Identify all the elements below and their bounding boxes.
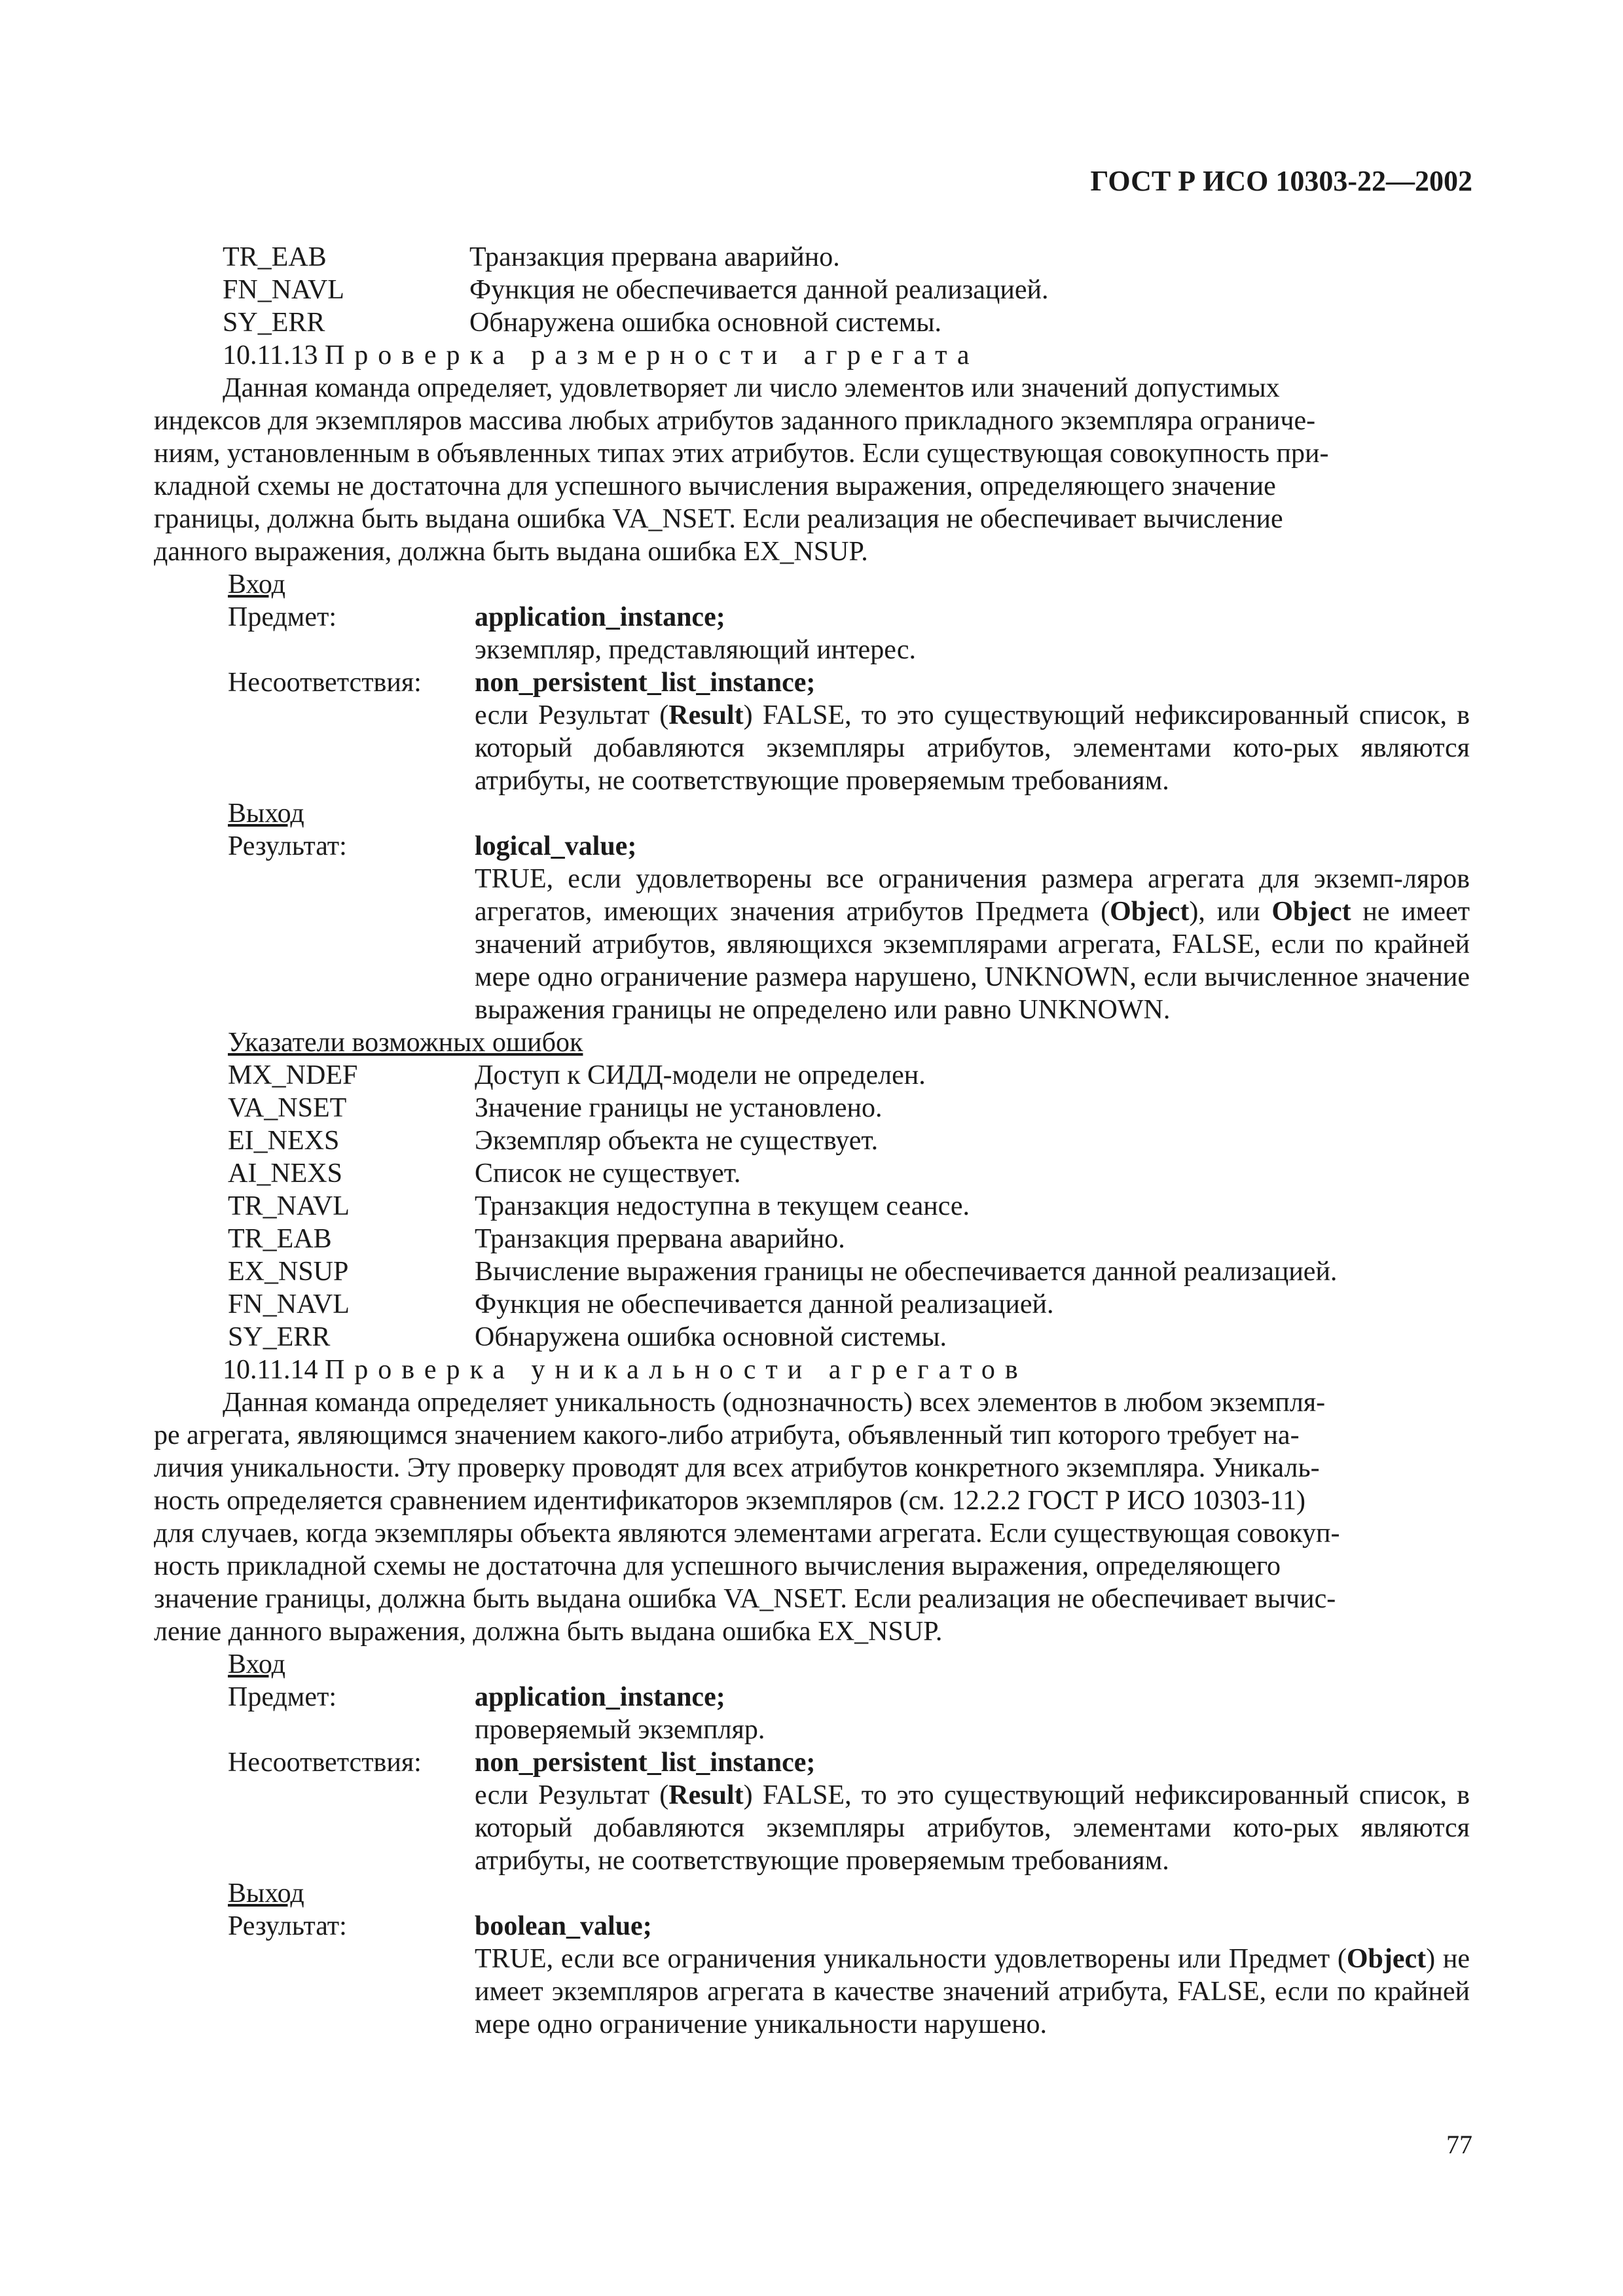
section-heading-10-11-14 (154, 1354, 1470, 1386)
desc-text: если Результат ( (475, 1780, 669, 1810)
error-row (154, 306, 1470, 339)
errors-heading: Указатели возможных ошибок (228, 1028, 583, 1058)
field-label: Результат: (228, 1911, 347, 1941)
desc-bold: Object (1271, 897, 1351, 927)
error-code: AI_NEXS (228, 1158, 342, 1189)
error-desc: Транзакция прервана аварийно. (475, 1224, 845, 1254)
error-code: SY_ERR (228, 1322, 331, 1352)
paragraph-line: индексов для экземпляров массива любых атрибутов заданного прикладного экземпляра ограниче- (154, 406, 1316, 436)
error-desc: Экземпляр объекта не существует. (475, 1126, 879, 1156)
result-field (154, 830, 1470, 1026)
desc-text: ) не имеет экземпляров агрегата в качестве значений атрибута, FALSE, если по крайней мере одно ограничение уникальности нарушено. (475, 1944, 1470, 2039)
error-desc: Список не существует. (475, 1158, 741, 1189)
error-desc: Вычисление выражения границы не обеспечивается данной реализацией. (475, 1257, 1338, 1287)
paragraph-line: ление данного выражения, должна быть выдана ошибка EX_NSUP. (154, 1617, 943, 1647)
error-desc: Обнаружена ошибка основной системы. (469, 308, 942, 338)
paragraph-line: границы, должна быть выдана ошибка VA_NSET. Если реализация не обеспечивает вычисление (154, 504, 1283, 534)
desc-bold: Result (668, 1780, 744, 1810)
error-row (154, 274, 1470, 306)
paragraph-line: личия уникальности. Эту проверку проводят для всех атрибутов конкретного экземпляра. Уникаль- (154, 1453, 1320, 1483)
error-desc: Функция не обеспечивается данной реализацией. (469, 275, 1049, 305)
page-number: 77 (1446, 2130, 1472, 2159)
field-desc (475, 1779, 1470, 1877)
field-desc (475, 863, 1470, 1026)
paragraph-line: для случаев, когда экземпляры объекта являются элементами агрегата. Если существующая совокуп- (154, 1518, 1340, 1549)
desc-text: ) FALSE, то это существующий нефиксированный список, в который добавляются экземпляры атрибутов, элементами кото-рых являются атрибуты, не соответствующие проверяемым требованиям. (475, 700, 1470, 796)
field-label: Результат: (228, 831, 347, 861)
section-heading-10-11-13 (154, 339, 1470, 372)
section-paragraph (154, 1386, 1470, 1648)
error-desc: Значение границы не установлено. (475, 1093, 883, 1123)
error-desc: Транзакция недоступна в текущем сеансе. (475, 1191, 970, 1221)
error-desc: Транзакция прервана аварийно. (469, 242, 840, 272)
paragraph-line: кладной схемы не достаточна для успешного вычисления выражения, определяющего значение (154, 471, 1276, 501)
field-label: Несоответствия: (228, 1748, 422, 1778)
field-label: Предмет: (228, 602, 337, 632)
field-name: non_persistent_list_instance; (475, 1748, 816, 1778)
mismatch-field (154, 1746, 1470, 1877)
error-list (154, 1059, 1470, 1354)
error-row (154, 1124, 1470, 1157)
desc-text: ) FALSE, то это существующий нефиксированный список, в который добавляются экземпляры атрибутов, элементами кото-рых являются атрибуты, не соответствующие проверяемым требованиям. (475, 1780, 1470, 1876)
paragraph-line: ность прикладной схемы не достаточна для успешного вычисления выражения, определяющего (154, 1551, 1281, 1581)
field-desc (475, 699, 1470, 797)
field-label: Предмет: (228, 1682, 337, 1712)
input-heading: Вход (228, 1649, 286, 1679)
subject-field (154, 601, 1470, 666)
output-heading: Выход (228, 1878, 304, 1909)
field-desc: проверяемый экземпляр. (475, 1715, 765, 1745)
desc-text: TRUE, если все ограничения уникальности удовлетворены или Предмет ( (475, 1944, 1347, 1974)
error-desc: Доступ к СИДД-модели не определен. (475, 1060, 926, 1090)
section-title: Проверка уникальности агрегатов (324, 1355, 1028, 1385)
desc-bold: Object (1110, 897, 1190, 927)
paragraph-line: ность определяется сравнением идентификаторов экземпляров (см. 12.2.2 ГОСТ Р ИСО 10303-11) (154, 1486, 1306, 1516)
error-code: EX_NSUP (228, 1257, 349, 1287)
error-row (154, 241, 1470, 274)
output-heading: Выход (228, 798, 304, 829)
field-name: application_instance; (475, 602, 725, 632)
error-code: MX_NDEF (228, 1060, 358, 1090)
paragraph-line: данного выражения, должна быть выдана ошибка EX_NSUP. (154, 537, 868, 567)
error-row (154, 1223, 1470, 1255)
paragraph-line: ре агрегата, являющимся значением какого-либо атрибута, объявленный тип которого требует на- (154, 1420, 1300, 1450)
field-name: application_instance; (475, 1682, 725, 1712)
input-heading: Вход (228, 569, 286, 600)
page-content (154, 241, 1470, 2041)
field-name: non_persistent_list_instance; (475, 668, 816, 698)
field-label: Несоответствия: (228, 668, 422, 698)
field-name: boolean_value; (475, 1911, 652, 1941)
error-code: VA_NSET (228, 1093, 347, 1123)
desc-text: не имеет значений атрибутов, являющихся экземплярами агрегата, FALSE, если по крайней мере одно ограничение размера нарушено, UNKNOWN, если вычисленное значение выражения границы не определено или равно UNKNOWN. (475, 897, 1470, 1025)
result-field (154, 1910, 1470, 2041)
error-row (154, 1092, 1470, 1124)
error-row (154, 1255, 1470, 1288)
mismatch-field (154, 666, 1470, 797)
desc-text: TRUE, если удовлетворены все ограничения размера агрегата для экземп-ляров агрегатов, имеющих значения атрибутов Предмета ( (475, 864, 1470, 927)
section-paragraph (154, 372, 1470, 568)
desc-text: если Результат ( (475, 700, 669, 730)
error-code: TR_EAB (223, 242, 327, 272)
field-name: logical_value; (475, 831, 637, 861)
error-code: TR_EAB (228, 1224, 332, 1254)
document-header: ГОСТ Р ИСО 10303-22—2002 (1090, 165, 1472, 197)
section-number: 10.11.13 (223, 340, 318, 370)
subject-field (154, 1681, 1470, 1746)
error-row (154, 1321, 1470, 1354)
error-row (154, 1059, 1470, 1092)
field-desc: экземпляр, представляющий интерес. (475, 635, 917, 665)
field-desc (475, 1943, 1470, 2041)
error-row (154, 1157, 1470, 1190)
paragraph-line: Данная команда определяет, удовлетворяет ли число элементов или значений допустимых (223, 373, 1280, 403)
desc-text: ), или (1189, 897, 1272, 927)
top-error-list (154, 241, 1470, 339)
error-desc: Обнаружена ошибка основной системы. (475, 1322, 947, 1352)
error-code: FN_NAVL (223, 275, 344, 305)
error-row (154, 1190, 1470, 1223)
error-code: EI_NEXS (228, 1126, 340, 1156)
section-title: Проверка размерности агрегата (324, 340, 979, 370)
error-desc: Функция не обеспечивается данной реализацией. (475, 1289, 1054, 1319)
error-code: SY_ERR (223, 308, 325, 338)
error-code: FN_NAVL (228, 1289, 350, 1319)
paragraph-line: ниям, установленным в объявленных типах этих атрибутов. Если существующая совокупность при- (154, 439, 1329, 469)
paragraph-line: значение границы, должна быть выдана ошибка VA_NSET. Если реализация не обеспечивает вычис- (154, 1584, 1336, 1614)
error-code: TR_NAVL (228, 1191, 350, 1221)
error-row (154, 1288, 1470, 1321)
desc-bold: Result (668, 700, 744, 730)
section-number: 10.11.14 (223, 1355, 318, 1385)
paragraph-line: Данная команда определяет уникальность (однозначность) всех элементов в любом экземпля- (223, 1388, 1326, 1418)
desc-bold: Object (1346, 1944, 1427, 1974)
